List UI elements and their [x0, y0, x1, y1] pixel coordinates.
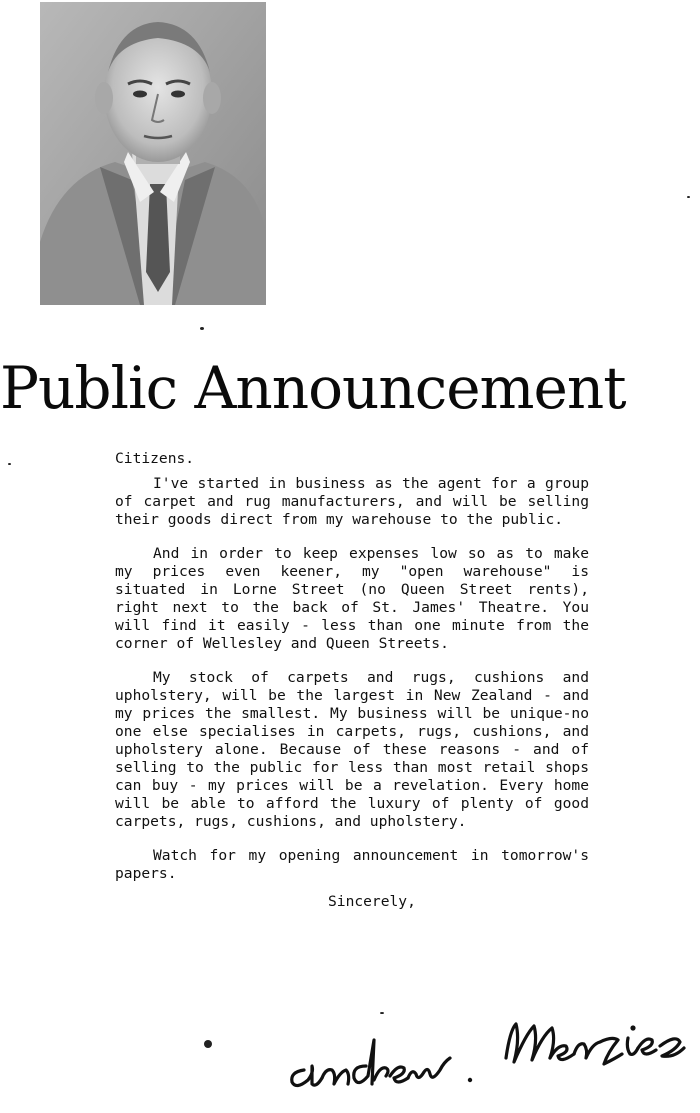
scan-speck: [687, 196, 690, 198]
portrait-photo: [40, 2, 266, 305]
scan-speck: [8, 463, 11, 465]
scan-speck: [200, 327, 204, 330]
letter-body: [115, 450, 589, 911]
paragraph-2: And in order to keep expenses low so as to make my prices even keener, my "open warehouse" is situated in Lorne Street (no Queen Street rents), right next to the back of St. James' Theatre. You will find it easily - less than one minute from the corner of Wellesley and Queen Streets.: [115, 545, 589, 652]
scan-speck: [380, 1012, 384, 1014]
salutation: Citizens.: [115, 450, 195, 467]
paragraph-4: Watch for my opening announcement in tomorrow's papers.: [115, 847, 589, 882]
closing: Sincerely,: [328, 893, 416, 910]
paragraph-3: My stock of carpets and rugs, cushions and upholstery, will be the largest in New Zealand - and my prices the smallest. My business will be unique-no one else specialises in carpets, rugs, cushions, and upholstery alone. Because of these reasons - and of selling to the public for less than most retail shops can buy - my prices will be a revelation. Every home will be able to afford the luxury of plenty of good carpets, rugs, cushions, and upholstery.: [115, 669, 589, 830]
headline: Public Announcement: [0, 354, 626, 422]
paragraph-1: I've started in business as the agent for a group of carpet and rug manufacturers, and will be selling their goods direct from my warehouse to the public.: [115, 475, 589, 528]
signature: [282, 1000, 692, 1100]
scan-speck: [204, 1040, 212, 1048]
